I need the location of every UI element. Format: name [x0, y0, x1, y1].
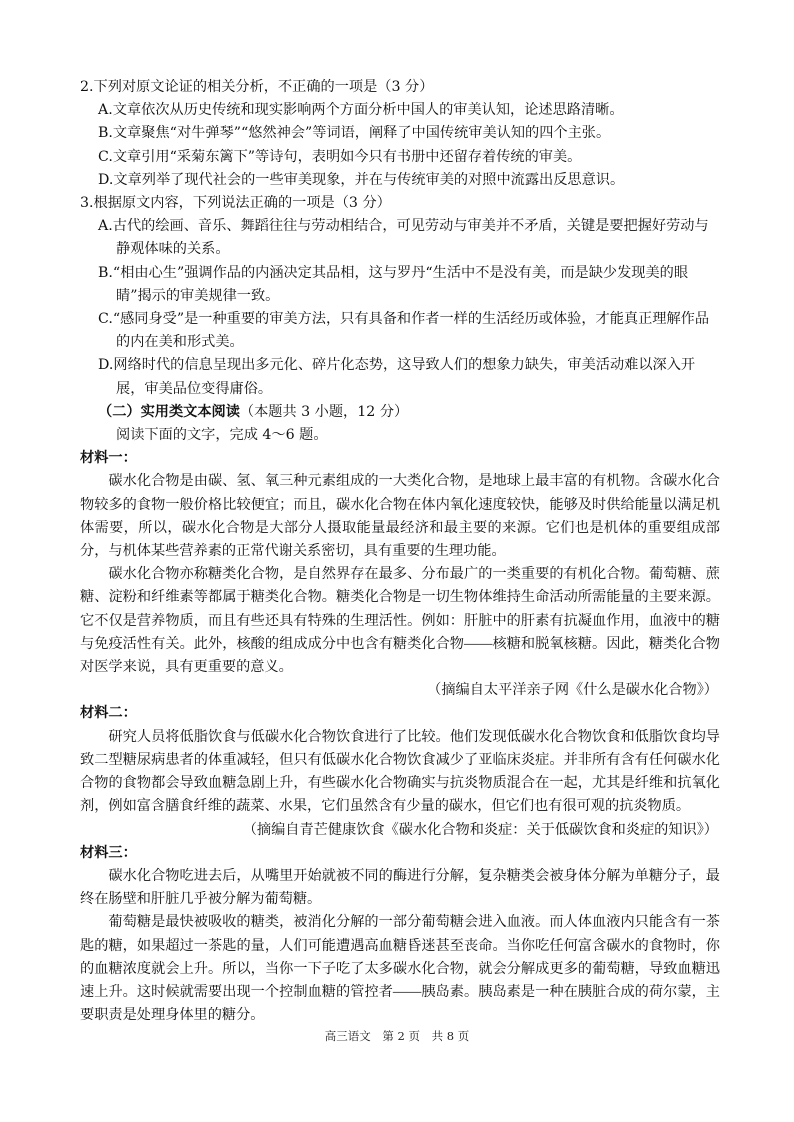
option-b: B.文章聚焦“对牛弹琴”“悠然神会”等词语，阐释了中国传统审美认知的四个主张。 [98, 125, 611, 142]
section-heading-note: （本题共 3 小题，12 分） [239, 403, 409, 420]
option-b: B.“相由心生”强调作品的内涵决定其品相，这与罗丹“生活中不是没有美，而是缺少发现美的眼睛”揭示的审美规律一致。 [98, 264, 689, 304]
option-a: A.古代的绘画、音乐、舞蹈往往与劳动相结合，可见劳动与审美并不矛盾，关键是要把握好劳动与静观体味的关系。 [98, 218, 709, 258]
material-2 [80, 702, 720, 841]
reading-instruction: 阅读下面的文字，完成 4～6 题。 [116, 427, 328, 444]
section-heading-title: （二）实用类文本阅读 [98, 403, 240, 420]
footer-total-pages: 共 8 页 [431, 1029, 470, 1043]
material-3 [80, 842, 720, 1028]
exam-page [80, 76, 720, 1027]
material-title: 材料二： [80, 705, 137, 722]
paragraph: 葡萄糖是最快被吸收的糖类，被消化分解的一部分葡萄糖会进入血液。而人体血液内只能含有一茶匙的糖，如果超过一茶匙的量，人们可能遭遇高血糖昏迷甚至丧命。当你吃任何富含碳水的食物时，你的血糖浓度就会上升。所以，当你一下子吃了太多碳水化合物，就会分解成更多的葡萄糖，导致血糖迅速上升。这时候就需要出现一个控制血糖的管控者——胰岛素。胰岛素是一种在胰脏合成的荷尔蒙，主要职责是处理身体里的糖分。 [80, 914, 720, 1024]
paragraph: 研究人员将低脂饮食与低碳水化合物饮食进行了比较。他们发现低碳水化合物饮食和低脂饮食均导致二型糖尿病患者的体重减轻，但只有低碳水化合物饮食减少了亚临床炎症。并非所有含有任何碳水化合物的食物都会导致血糖急剧上升，有些碳水化合物确实与抗炎物质混合在一起，尤其是纤维和抗氧化剂，例如富含膳食纤维的蔬菜、水果，它们虽然含有少量的碳水，但它们也有很可观的抗炎物质。 [80, 728, 720, 815]
page-footer [0, 1028, 794, 1044]
footer-subject: 高三语文 [324, 1029, 371, 1043]
question-2 [80, 76, 720, 192]
option-a: A.文章依次从历史传统和现实影响两个方面分析中国人的审美认知，论述思路清晰。 [98, 102, 624, 119]
question-3 [80, 192, 720, 401]
paragraph: 碳水化合物是由碳、氢、氧三种元素组成的一大类化合物，是地球上最丰富的有机物。含碳水化合物较多的食物一般价格比较便宜；而且，碳水化合物在体内氧化速度较快，能够及时供给能量以满足机体需要，所以，碳水化合物是大部分人摄取能量最经济和最主要的来源。它们也是机体的重要组成部分，与机体某些营养素的正常代谢关系密切，具有重要的生理功能。 [80, 473, 720, 560]
material-source: （摘编自太平洋亲子网《什么是碳水化合物》） [427, 682, 718, 699]
option-c: C.文章引用“采菊东篱下”等诗句，表明如今只有书册中还留存着传统的审美。 [98, 148, 582, 165]
option-d: D.文章列举了现代社会的一些审美现象，并在与传统审美的对照中流露出反思意识。 [98, 171, 625, 188]
material-title: 材料三： [80, 844, 137, 861]
question-stem: 3.根据原文内容，下列说法正确的一项是（3 分） [80, 195, 391, 212]
paragraph: 碳水化合物吃进去后，从嘴里开始就被不同的酶进行分解，复杂糖类会被身体分解为单糖分子，最终在肠壁和肝脏几乎被分解为葡萄糖。 [80, 867, 720, 908]
question-stem: 2.下列对原文论证的相关分析，不正确的一项是（3 分） [80, 79, 434, 95]
material-source: （摘编自青芒健康饮食《碳水化合物和炎症：关于低碳饮食和炎症的知识》） [242, 821, 718, 838]
paragraph: 碳水化合物亦称糖类化合物，是自然界存在最多、分布最广的一类重要的有机化合物。葡萄糖、蔗糖、淀粉和纤维素等都属于糖类化合物。糖类化合物是一切生物体维持生命活动所需能量的主要来源。它不仅是营养物质，而且有些还具有特殊的生理活性。例如：肝脏中的肝素有抗凝血作用，血液中的糖与免疫活性有关。此外，核酸的组成成分中也含有糖类化合物——核糖和脱氧核糖。因此，糖类化合物对医学来说，具有更重要的意义。 [80, 566, 720, 676]
option-c: C.“感同身受”是一种重要的审美方法，只有具备和作者一样的生活经历或体验，才能真正理解作品的内在美和形式美。 [98, 311, 710, 351]
option-d: D.网络时代的信息呈现出多元化、碎片化态势，这导致人们的想象力缺失，审美活动难以深入开展，审美品位变得庸俗。 [98, 357, 696, 397]
footer-page-number: 第 2 页 [382, 1029, 420, 1043]
section-heading [80, 401, 720, 424]
material-1 [80, 447, 720, 702]
material-title: 材料一： [80, 450, 137, 467]
